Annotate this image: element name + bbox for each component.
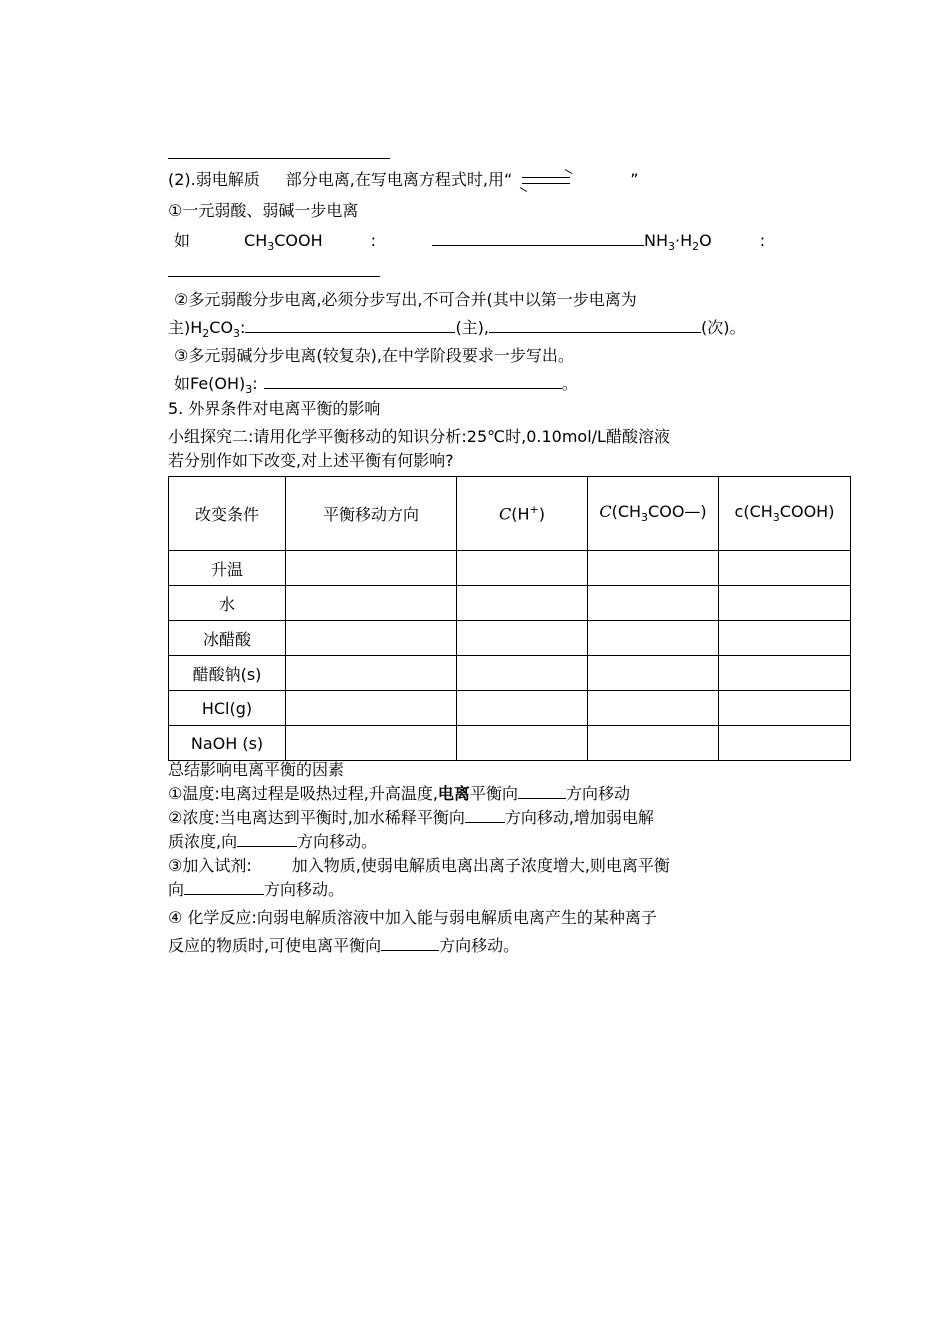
header-acid-conc: $c(CH_3COOH)$ — [719, 477, 851, 551]
answer-cell[interactable] — [588, 551, 719, 586]
header-condition: 改变条件 — [169, 477, 286, 551]
row-label: 升温 — [169, 551, 286, 586]
acid-formula: $CH_3COOH$ — [244, 231, 323, 254]
answer-cell[interactable] — [719, 621, 851, 656]
summary-title: 总结影响电离平衡的因素 — [168, 760, 345, 779]
answer-cell[interactable] — [457, 551, 588, 586]
summary-concentration: ②浓度:当电离达到平衡时,加水稀释平衡向 方向移动,增加弱电解 — [168, 808, 654, 827]
base-ionization-blank[interactable] — [168, 276, 380, 277]
answer-cell[interactable] — [719, 551, 851, 586]
conditions-table — [168, 476, 851, 761]
answer-cell[interactable] — [588, 726, 719, 761]
row-label: HCl(g) — [169, 691, 286, 726]
answer-cell[interactable] — [457, 656, 588, 691]
answer-cell[interactable] — [588, 621, 719, 656]
table-row — [169, 656, 851, 691]
summary-reaction: ④ 化学反应:向弱电解质溶液中加入能与弱电解质电离产生的某种离子 — [168, 908, 657, 927]
h2co3-step2-blank[interactable] — [489, 316, 701, 333]
reagent-blank[interactable] — [184, 878, 264, 895]
summary-temperature: ①温度:电离过程是吸热过程,升高温度,电离平衡向 方向移动 — [168, 784, 630, 803]
answer-cell[interactable] — [457, 586, 588, 621]
item1-text: ①一元弱酸、弱碱一步电离 — [168, 201, 359, 220]
answer-cell[interactable] — [719, 726, 851, 761]
summary-concentration-2: 质浓度,向 方向移动。 — [168, 832, 378, 851]
row-label: NaOH (s) — [169, 726, 286, 761]
feoh3-ionization-blank[interactable] — [264, 372, 562, 389]
item3-text: ③多元弱碱分步电离(较复杂),在中学阶段要求一步写出。 — [174, 346, 574, 365]
header-h-conc: C(H+) — [457, 477, 588, 551]
acid-ionization-blank[interactable] — [432, 229, 644, 246]
equilibrium-arrow-icon — [518, 174, 574, 188]
explore-line1: 小组探究二:请用化学平衡移动的知识分析:25℃时,0.10mol/L醋酸溶液 — [168, 427, 670, 446]
item2-line1: ②多元弱酸分步电离,必须分步写出,不可合并(其中以第一步电离为 — [174, 290, 637, 309]
temperature-blank[interactable] — [518, 782, 566, 799]
answer-cell[interactable] — [286, 551, 457, 586]
row-label: 醋酸钠(s) — [169, 656, 286, 691]
concentration-blank[interactable] — [237, 830, 297, 847]
answer-cell[interactable] — [457, 621, 588, 656]
row-label: 冰醋酸 — [169, 621, 286, 656]
table-row — [169, 551, 851, 586]
header-direction: 平衡移动方向 — [286, 477, 457, 551]
summary-reagent-2: 向 方向移动。 — [168, 880, 345, 899]
summary-reagent: ③加入试剂: 加入物质,使弱电解质电离出离子浓度增大,则电离平衡 — [168, 856, 670, 875]
answer-cell[interactable] — [588, 656, 719, 691]
answer-cell[interactable] — [588, 691, 719, 726]
answer-cell[interactable] — [286, 586, 457, 621]
item2-line2: 主)$H_2CO_3$: (主), (次)。 — [168, 318, 746, 341]
table-row — [169, 691, 851, 726]
header-acetate-conc: $C(CH_3COO—)$ — [588, 477, 719, 551]
dilution-blank[interactable] — [465, 806, 505, 823]
table-row — [169, 726, 851, 761]
answer-cell[interactable] — [286, 726, 457, 761]
answer-cell[interactable] — [286, 621, 457, 656]
section5-title: 5. 外界条件对电离平衡的影响 — [168, 399, 381, 418]
base-formula: $NH_3\cdot H_2O$ — [644, 231, 712, 254]
answer-cell[interactable] — [286, 656, 457, 691]
reaction-blank[interactable] — [381, 934, 439, 951]
answer-cell[interactable] — [719, 586, 851, 621]
h2co3-step1-blank[interactable] — [245, 316, 455, 333]
answer-cell[interactable] — [457, 691, 588, 726]
item3-example: 如$Fe(OH)_3$: 。 — [174, 374, 578, 397]
table-row — [169, 586, 851, 621]
table-header-row — [169, 477, 851, 551]
table-row — [169, 621, 851, 656]
section2-title: (2).弱电解质 部分电离,在写电离方程式时,用“ ” — [168, 170, 639, 189]
answer-cell[interactable] — [719, 656, 851, 691]
top-answer-line — [168, 158, 390, 159]
explore-line2: 若分别作如下改变,对上述平衡有何影响? — [168, 451, 454, 470]
answer-cell[interactable] — [286, 691, 457, 726]
row-label: 水 — [169, 586, 286, 621]
item1-example: 如 $CH_3COOH$ : $NH_3\cdot H_2O$ : — [174, 231, 766, 254]
answer-cell[interactable] — [719, 691, 851, 726]
answer-cell[interactable] — [457, 726, 588, 761]
answer-cell[interactable] — [588, 586, 719, 621]
summary-reaction-2: 反应的物质时,可使电离平衡向 方向移动。 — [168, 936, 520, 955]
